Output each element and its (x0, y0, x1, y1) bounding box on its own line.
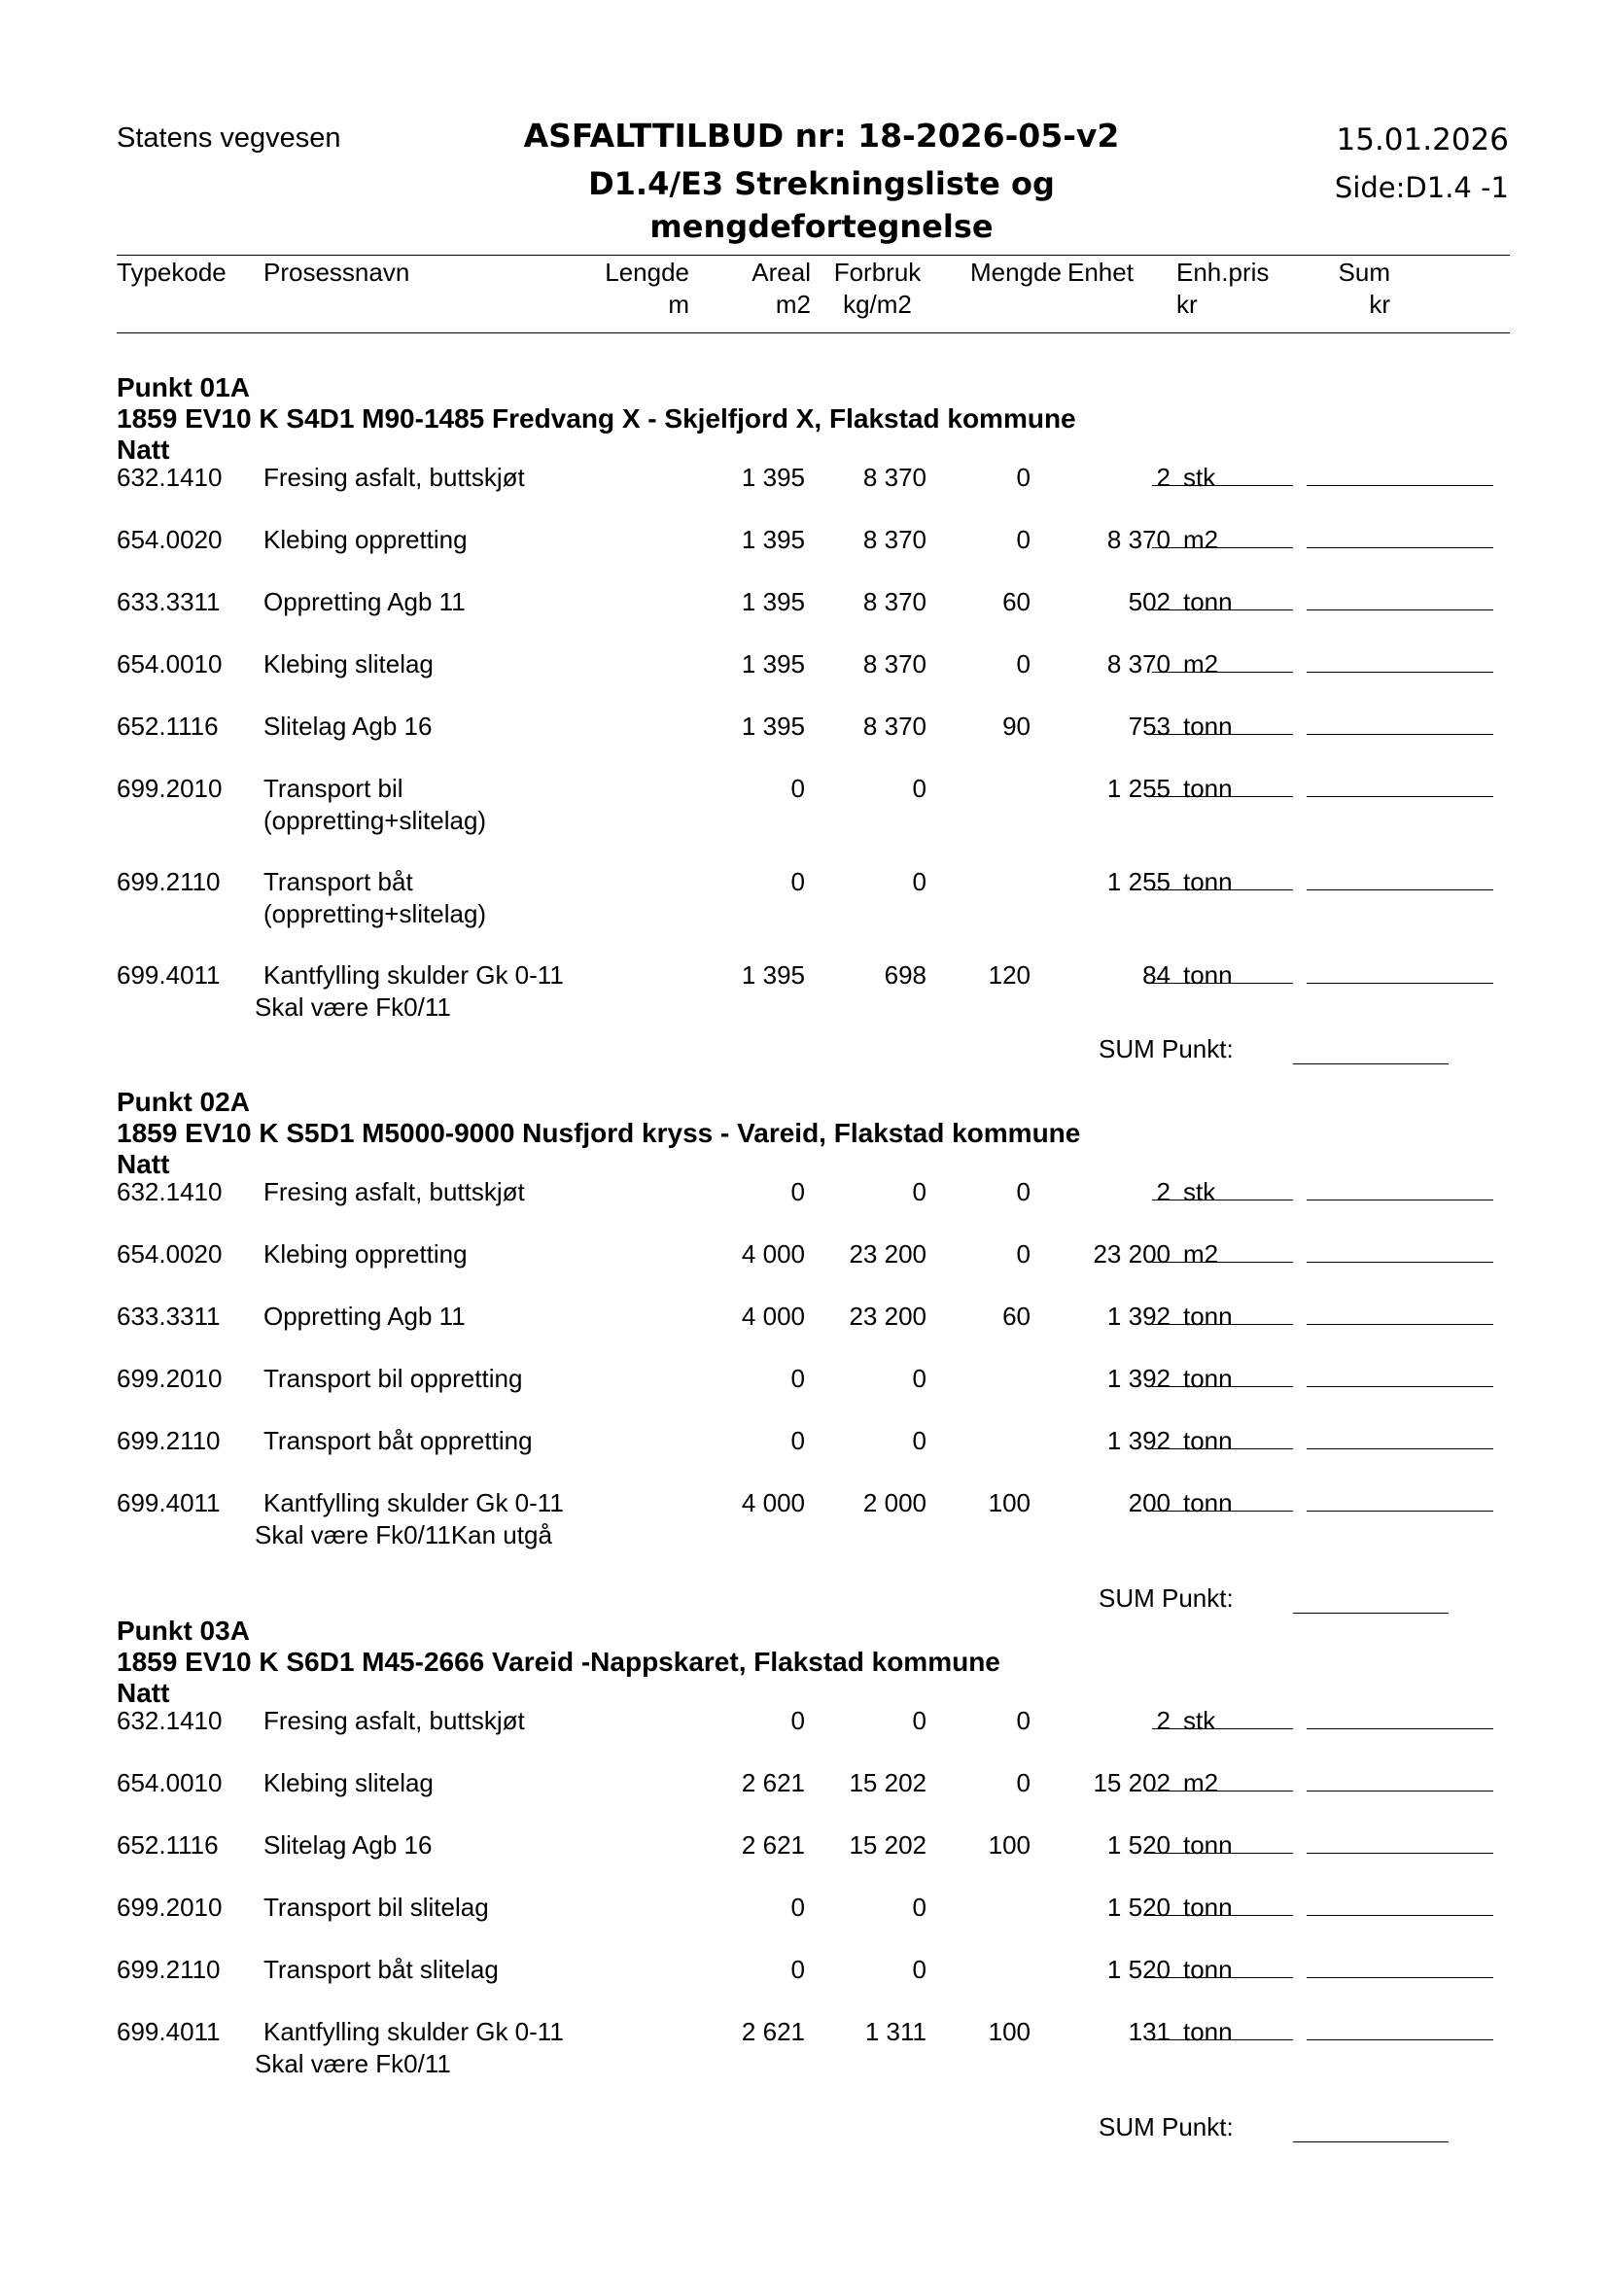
sum-input-line[interactable] (1307, 1853, 1493, 1854)
forbruk-cell: 0 (1016, 463, 1031, 492)
prosessnavn-line: Kantfylling skulder Gk 0-11 (263, 960, 564, 990)
prosessnavn-line: Transport båt (263, 867, 413, 896)
enhet-cell: tonn (1183, 867, 1233, 896)
sum-punkt-label: SUM Punkt: (1099, 2112, 1234, 2141)
organization-name: Statens vegvesen (117, 122, 341, 154)
typekode-cell: 699.2110 (117, 1426, 221, 1455)
enhpris-input-line[interactable] (1152, 1262, 1293, 1263)
section-tid: Natt (117, 1678, 170, 1708)
enhet-cell: tonn (1183, 1426, 1233, 1455)
sum-input-line[interactable] (1307, 889, 1493, 890)
col-header-lengde-unit: m (668, 290, 689, 319)
mengde-cell: 8 370 (1106, 649, 1171, 678)
col-header-prosessnavn: Prosessnavn (263, 258, 410, 287)
typekode-cell: 632.1410 (117, 1706, 223, 1735)
enhpris-input-line[interactable] (1152, 889, 1293, 890)
typekode-cell: 699.2010 (117, 1893, 223, 1922)
areal-cell: 23 200 (849, 1239, 926, 1269)
prosessnavn-cell (263, 1301, 466, 1333)
header-bottom-rule (117, 332, 1510, 333)
sum-input-line[interactable] (1307, 672, 1493, 673)
enhpris-input-line[interactable] (1152, 1977, 1293, 1978)
mengde-cell: 1 520 (1106, 1893, 1171, 1922)
enhet-cell: tonn (1183, 712, 1233, 741)
prosessnavn-cell (263, 1954, 499, 1986)
sum-input-line[interactable] (1307, 1728, 1493, 1729)
typekode-cell: 699.2010 (117, 1364, 223, 1393)
section-punkt-title: Punkt 02A (117, 1087, 250, 1117)
section-punkt-title: Punkt 01A (117, 372, 250, 402)
forbruk-cell: 120 (988, 960, 1031, 990)
enhpris-input-line[interactable] (1152, 485, 1293, 486)
prosessnavn-line: Slitelag Agb 16 (263, 712, 433, 741)
subtitle-line-2: mengdefortegnelse (649, 208, 994, 245)
typekode-cell: 699.4011 (117, 1488, 221, 1517)
mengde-cell: 2 (1156, 463, 1171, 492)
prosessnavn-cell (263, 711, 432, 743)
sum-input-line[interactable] (1307, 1262, 1493, 1263)
col-header-areal-unit: m2 (775, 290, 811, 319)
typekode-cell: 654.0020 (117, 1239, 223, 1269)
sum-punkt-input-line[interactable] (1293, 1613, 1449, 1614)
areal-cell: 2 000 (862, 1488, 926, 1517)
enhet-cell: tonn (1183, 587, 1233, 616)
mengde-cell: 753 (1128, 712, 1171, 741)
section-punkt (117, 1616, 1510, 2296)
section-strekning: 1859 EV10 K S4D1 M90-1485 Fredvang X - Skjelfjord X, Flakstad kommune (117, 403, 1076, 434)
lengde-cell: 0 (790, 1706, 805, 1735)
enhpris-input-line[interactable] (1152, 2039, 1293, 2040)
areal-cell: 698 (884, 960, 926, 990)
col-header-sum-unit: kr (1369, 290, 1390, 319)
sum-input-line[interactable] (1307, 983, 1493, 984)
mengde-cell: 1 520 (1106, 1955, 1171, 1984)
prosessnavn-cell (263, 1363, 522, 1395)
enhpris-input-line[interactable] (1152, 1728, 1293, 1729)
prosessnavn-line: Klebing slitelag (263, 1768, 434, 1797)
enhet-cell: m2 (1183, 1768, 1219, 1797)
typekode-cell: 699.2010 (117, 774, 223, 803)
areal-cell: 8 370 (862, 712, 926, 741)
row-note: Skal være Fk0/11 (255, 2049, 451, 2078)
areal-cell: 15 202 (849, 1768, 926, 1797)
lengde-cell: 0 (790, 1955, 805, 1984)
enhet-cell: tonn (1183, 1893, 1233, 1922)
col-header-lengde (605, 257, 689, 321)
lengde-cell: 1 395 (741, 525, 805, 554)
document-date: 15.01.2026 (1336, 122, 1509, 157)
enhet-cell: m2 (1183, 1239, 1219, 1269)
lengde-cell: 1 395 (741, 712, 805, 741)
forbruk-cell: 0 (1016, 1239, 1031, 1269)
enhpris-input-line[interactable] (1152, 1791, 1293, 1792)
lengde-cell: 1 395 (741, 463, 805, 492)
enhet-cell: m2 (1183, 649, 1219, 678)
section-punkt-title: Punkt 03A (117, 1616, 250, 1646)
col-header-enhet: Enhet (1067, 258, 1134, 287)
prosessnavn-cell (263, 1176, 525, 1208)
mengde-cell: 2 (1156, 1177, 1171, 1206)
prosessnavn-line: Fresing asfalt, buttskjøt (263, 1706, 525, 1735)
enhpris-input-line[interactable] (1152, 1324, 1293, 1325)
col-header-forbruk (831, 257, 924, 321)
enhet-cell: tonn (1183, 960, 1233, 990)
typekode-cell: 654.0010 (117, 1768, 223, 1797)
lengde-cell: 2 621 (741, 2017, 805, 2046)
col-header-enhpris (1176, 257, 1269, 321)
prosessnavn-cell (263, 866, 486, 930)
mengde-cell: 502 (1128, 587, 1171, 616)
areal-cell: 0 (912, 1955, 926, 1984)
forbruk-cell: 0 (1016, 1177, 1031, 1206)
col-header-typekode: Typekode (117, 258, 227, 287)
prosessnavn-cell (263, 773, 486, 837)
row-note: Skal være Fk0/11 (255, 992, 451, 1022)
mengde-cell: 8 370 (1106, 525, 1171, 554)
section-tid: Natt (117, 435, 170, 465)
mengde-cell: 1 520 (1106, 1830, 1171, 1860)
forbruk-cell: 0 (1016, 649, 1031, 678)
prosessnavn-cell (263, 586, 466, 618)
areal-cell: 0 (912, 1177, 926, 1206)
prosessnavn-line: Klebing oppretting (263, 525, 468, 554)
subtitle-line-1: D1.4/E3 Strekningsliste og (588, 165, 1055, 202)
enhpris-input-line[interactable] (1152, 1853, 1293, 1854)
areal-cell: 23 200 (849, 1302, 926, 1331)
prosessnavn-cell (263, 1705, 525, 1737)
typekode-cell: 652.1116 (117, 1830, 219, 1860)
col-header-sum (1339, 257, 1390, 321)
forbruk-cell: 60 (1002, 1302, 1031, 1331)
areal-cell: 1 311 (864, 2017, 926, 2046)
sum-input-line[interactable] (1307, 609, 1493, 610)
sum-input-line[interactable] (1307, 2039, 1493, 2040)
prosessnavn-cell (263, 959, 564, 991)
prosessnavn-cell (263, 1487, 564, 1519)
col-header-forbruk-unit: kg/m2 (843, 290, 912, 319)
areal-cell: 0 (912, 1364, 926, 1393)
enhet-cell: m2 (1183, 525, 1219, 554)
typekode-cell: 654.0020 (117, 525, 223, 554)
enhpris-input-line[interactable] (1152, 1915, 1293, 1916)
lengde-cell: 0 (790, 1893, 805, 1922)
areal-cell: 8 370 (862, 649, 926, 678)
mengde-cell: 23 200 (1093, 1239, 1171, 1269)
section-strekning: 1859 EV10 K S6D1 M45-2666 Vareid -Nappskaret, Flakstad kommune (117, 1647, 1000, 1677)
areal-cell: 0 (912, 867, 926, 896)
enhpris-input-line[interactable] (1152, 983, 1293, 984)
prosessnavn-cell (263, 1767, 434, 1799)
areal-cell: 0 (912, 774, 926, 803)
lengde-cell: 4 000 (741, 1302, 805, 1331)
prosessnavn-line: Fresing asfalt, buttskjøt (263, 1177, 525, 1206)
col-header-enhpris-label: Enh.pris (1176, 258, 1270, 287)
col-header-enhpris-unit: kr (1176, 290, 1198, 319)
lengde-cell: 0 (790, 1426, 805, 1455)
sum-input-line[interactable] (1307, 796, 1493, 797)
page-number: Side:D1.4 -1 (1334, 171, 1509, 204)
prosessnavn-line: Transport båt slitelag (263, 1955, 499, 1984)
typekode-cell: 652.1116 (117, 712, 219, 741)
forbruk-cell: 0 (1016, 525, 1031, 554)
prosessnavn-line: Oppretting Agb 11 (263, 587, 466, 616)
enhpris-input-line[interactable] (1152, 547, 1293, 548)
mengde-cell: 15 202 (1093, 1768, 1171, 1797)
areal-cell: 8 370 (862, 463, 926, 492)
typekode-cell: 699.2110 (117, 867, 221, 896)
mengde-cell: 1 392 (1106, 1302, 1171, 1331)
lengde-cell: 0 (790, 867, 805, 896)
sum-input-line[interactable] (1307, 1977, 1493, 1978)
prosessnavn-cell (263, 1829, 432, 1861)
prosessnavn-line-2: (oppretting+slitelag) (263, 806, 487, 835)
typekode-cell: 632.1410 (117, 1177, 223, 1206)
enhet-cell: stk (1183, 1706, 1216, 1735)
mengde-cell: 200 (1128, 1488, 1171, 1517)
areal-cell: 8 370 (862, 587, 926, 616)
document-title: ASFALTTILBUD nr: 18-2026-05-v2 (523, 117, 1120, 155)
prosessnavn-cell (263, 648, 434, 680)
section-punkt (117, 372, 1510, 1063)
enhpris-input-line[interactable] (1152, 672, 1293, 673)
lengde-cell: 0 (790, 1364, 805, 1393)
mengde-cell: 2 (1156, 1706, 1171, 1735)
prosessnavn-line-2: (oppretting+slitelag) (263, 899, 487, 928)
lengde-cell: 4 000 (741, 1488, 805, 1517)
lengde-cell: 2 621 (741, 1768, 805, 1797)
prosessnavn-line: Klebing oppretting (263, 1239, 468, 1269)
sum-punkt-label: SUM Punkt: (1099, 1583, 1234, 1613)
forbruk-cell: 0 (1016, 1768, 1031, 1797)
prosessnavn-cell (263, 2016, 564, 2048)
typekode-cell: 699.4011 (117, 960, 221, 990)
mengde-cell: 1 392 (1106, 1364, 1171, 1393)
mengde-cell: 1 255 (1106, 867, 1171, 896)
section-strekning: 1859 EV10 K S5D1 M5000-9000 Nusfjord kryss - Vareid, Flakstad kommune (117, 1118, 1081, 1148)
col-header-areal-label: Areal (752, 258, 811, 287)
areal-cell: 15 202 (849, 1830, 926, 1860)
enhet-cell: tonn (1183, 1488, 1233, 1517)
enhpris-input-line[interactable] (1152, 1511, 1293, 1512)
mengde-cell: 1 255 (1106, 774, 1171, 803)
col-header-lengde-label: Lengde (605, 258, 689, 287)
forbruk-cell: 90 (1002, 712, 1031, 741)
typekode-cell: 699.4011 (117, 2017, 221, 2046)
lengde-cell: 1 395 (741, 960, 805, 990)
enhpris-input-line[interactable] (1152, 1386, 1293, 1387)
prosessnavn-line: Kantfylling skulder Gk 0-11 (263, 1488, 564, 1517)
mengde-cell: 1 392 (1106, 1426, 1171, 1455)
enhpris-input-line[interactable] (1152, 1448, 1293, 1449)
sum-input-line[interactable] (1307, 1386, 1493, 1387)
typekode-cell: 654.0010 (117, 649, 223, 678)
lengde-cell: 0 (790, 1177, 805, 1206)
enhpris-input-line[interactable] (1152, 796, 1293, 797)
col-header-mengde: Mengde (970, 258, 1062, 287)
forbruk-cell: 0 (1016, 1706, 1031, 1735)
enhet-cell: tonn (1183, 1364, 1233, 1393)
enhet-cell: stk (1183, 463, 1216, 492)
enhet-cell: tonn (1183, 2017, 1233, 2046)
prosessnavn-line: Transport bil (263, 774, 403, 803)
sum-input-line[interactable] (1307, 1511, 1493, 1512)
mengde-cell: 131 (1128, 2017, 1171, 2046)
sum-input-line[interactable] (1307, 485, 1493, 486)
sum-input-line[interactable] (1307, 1324, 1493, 1325)
forbruk-cell: 100 (988, 1830, 1031, 1860)
prosessnavn-cell (263, 462, 525, 494)
typekode-cell: 632.1410 (117, 463, 223, 492)
sum-input-line[interactable] (1307, 734, 1493, 735)
forbruk-cell: 100 (988, 1488, 1031, 1517)
prosessnavn-line: Kantfylling skulder Gk 0-11 (263, 2017, 564, 2046)
enhet-cell: stk (1183, 1177, 1216, 1206)
enhet-cell: tonn (1183, 1955, 1233, 1984)
prosessnavn-cell (263, 1892, 489, 1924)
areal-cell: 8 370 (862, 525, 926, 554)
lengde-cell: 0 (790, 774, 805, 803)
mengde-cell: 84 (1142, 960, 1171, 990)
sum-punkt-input-line[interactable] (1293, 2141, 1449, 2142)
prosessnavn-cell (263, 524, 468, 556)
prosessnavn-line: Transport bil oppretting (263, 1364, 523, 1393)
prosessnavn-line: Transport bil slitelag (263, 1893, 489, 1922)
prosessnavn-line: Transport båt oppretting (263, 1426, 533, 1455)
sum-punkt-label: SUM Punkt: (1099, 1034, 1234, 1063)
lengde-cell: 4 000 (741, 1239, 805, 1269)
col-header-sum-label: Sum (1338, 258, 1390, 287)
prosessnavn-line: Slitelag Agb 16 (263, 1830, 433, 1860)
sum-punkt-input-line[interactable] (1293, 1063, 1449, 1064)
sum-input-line[interactable] (1307, 1791, 1493, 1792)
lengde-cell: 1 395 (741, 649, 805, 678)
forbruk-cell: 60 (1002, 587, 1031, 616)
prosessnavn-line: Fresing asfalt, buttskjøt (263, 463, 525, 492)
row-note: Skal være Fk0/11Kan utgå (255, 1520, 552, 1549)
document-subtitle (428, 162, 1215, 248)
typekode-cell: 633.3311 (117, 587, 221, 616)
prosessnavn-line: Klebing slitelag (263, 649, 434, 678)
col-header-areal (752, 257, 811, 321)
areal-cell: 0 (912, 1893, 926, 1922)
typekode-cell: 699.2110 (117, 1955, 221, 1984)
lengde-cell: 1 395 (741, 587, 805, 616)
enhet-cell: tonn (1183, 1302, 1233, 1331)
sum-input-line[interactable] (1307, 547, 1493, 548)
prosessnavn-line: Oppretting Agb 11 (263, 1302, 466, 1331)
header-top-rule (117, 255, 1510, 256)
sum-input-line[interactable] (1307, 1448, 1493, 1449)
section-tid: Natt (117, 1149, 170, 1179)
col-header-forbruk-label: Forbruk (833, 258, 922, 287)
prosessnavn-cell (263, 1238, 468, 1270)
areal-cell: 0 (912, 1706, 926, 1735)
sum-input-line[interactable] (1307, 1915, 1493, 1916)
enhet-cell: tonn (1183, 1830, 1233, 1860)
areal-cell: 0 (912, 1426, 926, 1455)
lengde-cell: 2 621 (741, 1830, 805, 1860)
forbruk-cell: 100 (988, 2017, 1031, 2046)
prosessnavn-cell (263, 1425, 533, 1457)
typekode-cell: 633.3311 (117, 1302, 221, 1331)
enhpris-input-line[interactable] (1152, 734, 1293, 735)
enhpris-input-line[interactable] (1152, 609, 1293, 610)
enhet-cell: tonn (1183, 774, 1233, 803)
